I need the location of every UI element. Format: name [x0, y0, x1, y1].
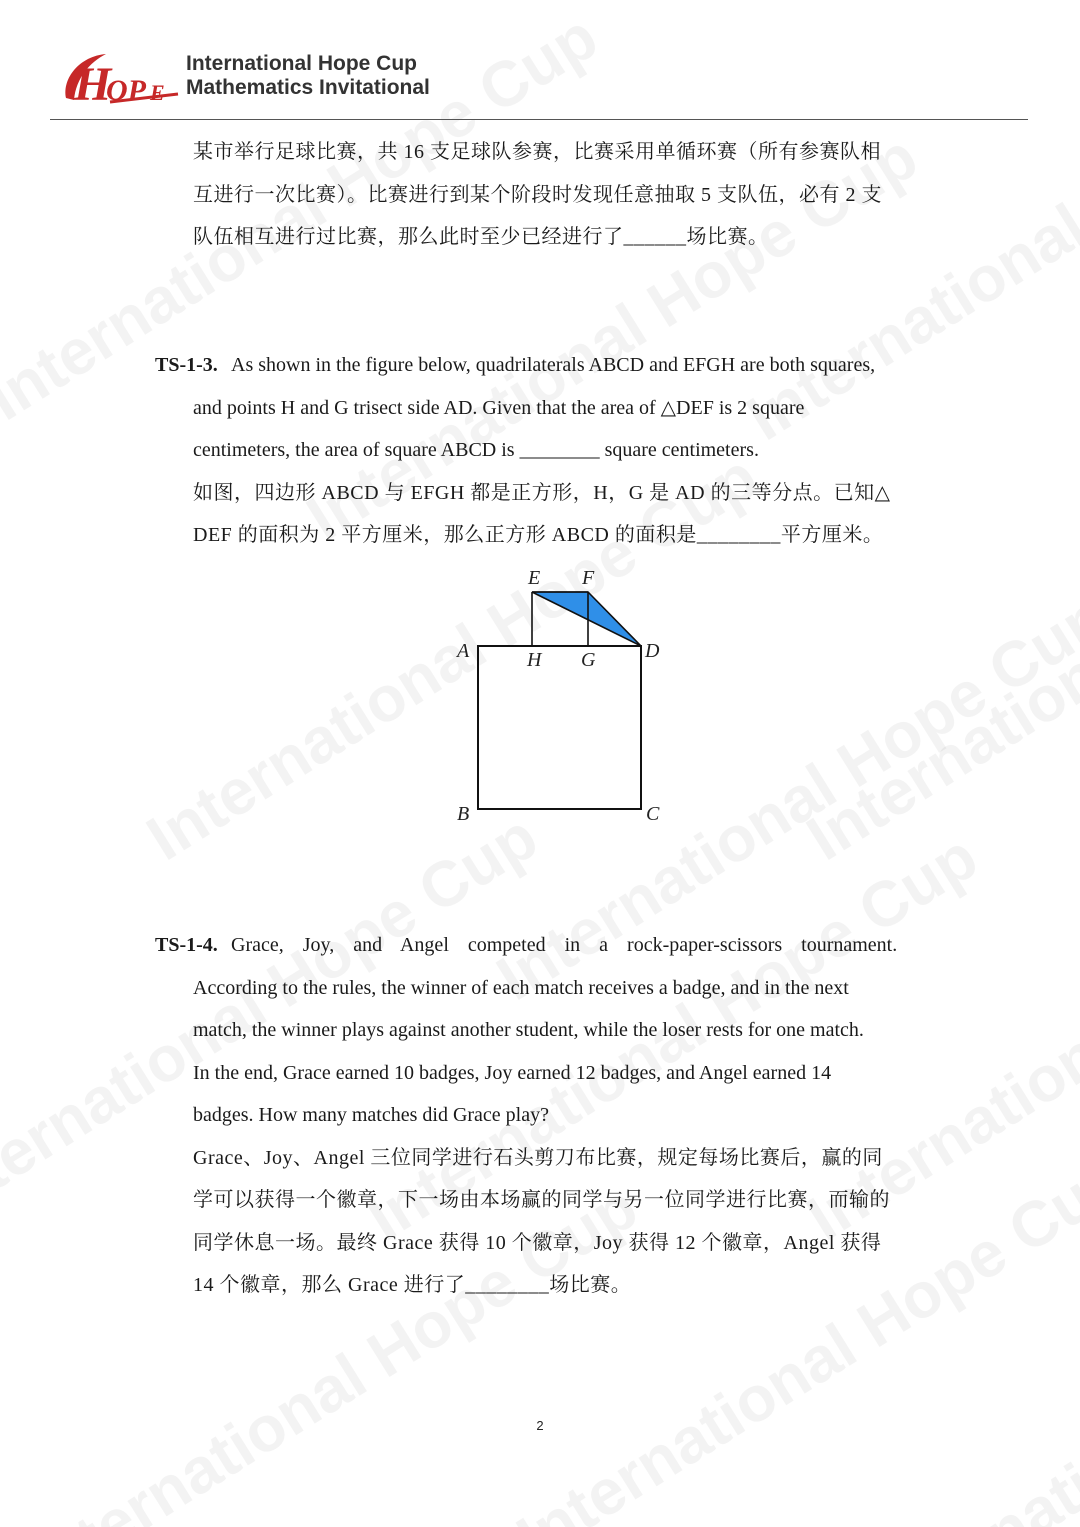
text-line: 学可以获得一个徽章，下一场由本场赢的同学与另一位同学进行比赛，而输的 — [193, 1189, 890, 1211]
label-d: D — [645, 640, 660, 662]
text-line: According to the rules, the winner of each match receives a badge, and in the next — [193, 976, 849, 999]
text-line: 如图，四边形 ABCD 与 EFGH 都是正方形，H，G 是 AD 的三等分点。已知△ — [193, 481, 891, 504]
brand-line-1: International Hope Cup — [186, 52, 417, 75]
label-b: B — [457, 803, 470, 825]
brand-text — [186, 52, 430, 100]
brand-line-2: Mathematics Invitational — [186, 76, 430, 99]
geometry-figure — [440, 562, 680, 832]
question-4-text — [193, 924, 926, 1307]
text-line: match, the winner plays against another student, while the loser rests for one match. — [193, 1019, 864, 1041]
label-g: G — [581, 649, 596, 671]
label-f: F — [582, 567, 595, 589]
svg-text:E: E — [150, 80, 165, 105]
text-line: Grace、Joy、Angel 三位同学进行石头剪刀布比赛，规定每场比赛后，赢的同 — [193, 1146, 883, 1169]
text-line: DEF 的面积为 2 平方厘米，那么正方形 ABCD 的面积是________平方厘米。 — [193, 524, 884, 546]
label-a: A — [457, 640, 470, 662]
label-c: C — [646, 803, 660, 825]
text-line: 队伍相互进行过比赛，那么此时至少已经进行了______场比赛。 — [193, 226, 769, 248]
text-line: centimeters, the area of square ABCD is ________ square centimeters. — [193, 439, 759, 461]
svg-text:OP: OP — [106, 74, 146, 107]
page-header — [52, 44, 1028, 120]
text-line: 同学休息一场。最终 Grace 获得 10 个徽章，Joy 获得 12 个徽章，Angel 获得 — [193, 1231, 882, 1254]
text-line: badges. How many matches did Grace play? — [193, 1104, 549, 1126]
text-line: As shown in the figure below, quadrilaterals ABCD and EFGH are both squares, — [231, 354, 876, 376]
text-line: Grace, Joy, and Angel competed in a rock-paper-scissors tournament. — [231, 934, 898, 956]
question-2-cn — [193, 131, 926, 259]
text-line: In the end, Grace earned 10 badges, Joy earned 12 badges, and Angel earned 14 — [193, 1061, 832, 1084]
question-3-label: TS-1-3. — [155, 354, 218, 376]
text-line: 互进行一次比赛）。比赛进行到某个阶段时发现任意抽取 5 支队伍，必有 2 支 — [193, 183, 882, 206]
triangle-def — [532, 592, 641, 646]
svg-text:H: H — [74, 58, 112, 108]
question-4-label: TS-1-4. — [155, 934, 218, 956]
label-e: E — [528, 567, 541, 589]
question-3-text — [193, 344, 926, 557]
header-divider — [50, 119, 1028, 120]
label-h: H — [527, 649, 542, 671]
text-line: 某市举行足球比赛，共 16 支足球队参赛，比赛采用单循环赛（所有参赛队相 — [193, 141, 881, 163]
square-abcd — [478, 646, 641, 809]
text-line: 14 个徽章，那么 Grace 进行了________场比赛。 — [193, 1274, 632, 1296]
page-number: 2 — [536, 1418, 544, 1433]
text-line: and points H and G trisect side AD. Given that the area of △DEF is 2 square — [193, 396, 805, 419]
hope-logo — [60, 48, 184, 108]
